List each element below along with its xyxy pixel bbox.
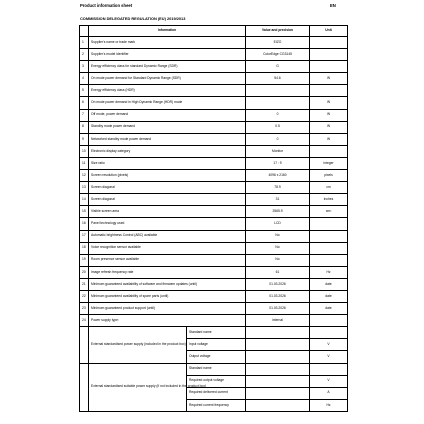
power-supply-unit bbox=[310, 363, 348, 375]
sheet-title: Product information sheet bbox=[80, 3, 133, 8]
row-unit: W bbox=[310, 97, 348, 109]
power-supply-value bbox=[246, 399, 310, 411]
power-supply-unit: V bbox=[310, 351, 348, 363]
table-row bbox=[80, 109, 348, 121]
row-unit: inches bbox=[310, 194, 348, 206]
table-row bbox=[80, 266, 348, 278]
row-label: Image refresh frequency rate bbox=[89, 266, 246, 278]
row-label: Standby mode power demand bbox=[89, 121, 246, 133]
row-number: 8 bbox=[80, 121, 89, 133]
row-unit bbox=[310, 218, 348, 230]
row-label: On mode power demand for Standard Dynamic Range (SDR) bbox=[89, 73, 246, 85]
row-number: 1 bbox=[80, 37, 89, 49]
row-unit: W bbox=[310, 109, 348, 121]
table-row bbox=[80, 170, 348, 182]
row-label: Room presence sensor available bbox=[89, 254, 246, 266]
row-label: Voice recognition sensor available bbox=[89, 242, 246, 254]
power-supply-unit bbox=[310, 327, 348, 339]
row-unit bbox=[310, 145, 348, 157]
row-label: Energy efficiency class (HDR) bbox=[89, 85, 246, 97]
row-unit: cm² bbox=[310, 206, 348, 218]
power-supply-field: Output voltage bbox=[187, 351, 246, 363]
row-number: 17 bbox=[80, 230, 89, 242]
row-number: 24 bbox=[80, 315, 89, 327]
row-value bbox=[246, 97, 310, 109]
table-row bbox=[80, 97, 348, 109]
table-row bbox=[80, 145, 348, 157]
row-label: Minimum guaranteed product support (until) bbox=[89, 303, 246, 315]
row-label: Screen diagonal bbox=[89, 182, 246, 194]
row-unit bbox=[310, 315, 348, 327]
row-label: Size ratio bbox=[89, 157, 246, 169]
row-label: Supplier's model identifier bbox=[89, 49, 246, 61]
power-supply-value bbox=[246, 375, 310, 387]
row-value: 01.03.2026 bbox=[246, 303, 310, 315]
table-row bbox=[80, 194, 348, 206]
row-unit bbox=[310, 49, 348, 61]
row-value: 2565.9 bbox=[246, 206, 310, 218]
row-value: internal bbox=[246, 315, 310, 327]
power-supply-unit: V bbox=[310, 375, 348, 387]
row-unit bbox=[310, 61, 348, 73]
row-unit: W bbox=[310, 133, 348, 145]
row-unit: pixels bbox=[310, 170, 348, 182]
power-supply-label: External standardised power supply (included in the product box) bbox=[89, 327, 187, 363]
row-number: 4 bbox=[80, 73, 89, 85]
row-number: 15 bbox=[80, 206, 89, 218]
power-supply-value bbox=[246, 387, 310, 399]
row-label: Automatic brightness Control (ABC) available bbox=[89, 230, 246, 242]
table-row bbox=[80, 121, 348, 133]
regulation-title: COMMISSION DELEGATED REGULATION (EU) 2019/2013 bbox=[80, 16, 186, 21]
row-number: 19 bbox=[80, 254, 89, 266]
row-label: Screen resolution (pixels) bbox=[89, 170, 246, 182]
table-row bbox=[80, 278, 348, 290]
power-supply-subrow bbox=[80, 327, 348, 339]
table-row bbox=[80, 242, 348, 254]
table-row bbox=[80, 206, 348, 218]
row-label: Electronic display category bbox=[89, 145, 246, 157]
row-value: Monitor bbox=[246, 145, 310, 157]
row-value bbox=[246, 85, 310, 97]
header-unit: Unit bbox=[310, 26, 348, 37]
row-unit bbox=[310, 254, 348, 266]
row-number: 14 bbox=[80, 194, 89, 206]
header-value: Value and precision bbox=[246, 26, 310, 37]
table-row bbox=[80, 315, 348, 327]
row-label: Supplier's name or trade mark bbox=[89, 37, 246, 49]
row-value: G bbox=[246, 61, 310, 73]
table-row bbox=[80, 49, 348, 61]
row-value: 17 : 9 bbox=[246, 157, 310, 169]
row-value: 61 bbox=[246, 266, 310, 278]
table-row bbox=[80, 254, 348, 266]
table-row bbox=[80, 37, 348, 49]
product-info-table bbox=[79, 25, 348, 412]
row-number bbox=[80, 327, 89, 363]
row-number: 10 bbox=[80, 145, 89, 157]
power-supply-subrow bbox=[80, 363, 348, 375]
table-row bbox=[80, 218, 348, 230]
table-row bbox=[80, 303, 348, 315]
row-number: 9 bbox=[80, 133, 89, 145]
table-row bbox=[80, 290, 348, 302]
power-supply-field: Required current frequency bbox=[187, 399, 246, 411]
row-number: 20 bbox=[80, 266, 89, 278]
row-value: LCD bbox=[246, 218, 310, 230]
power-supply-label: External standardised suitable power supply (if not included in the product box) bbox=[89, 363, 187, 411]
row-number: 3 bbox=[80, 61, 89, 73]
row-unit: date bbox=[310, 290, 348, 302]
row-number: 5 bbox=[80, 85, 89, 97]
row-unit bbox=[310, 85, 348, 97]
row-value: 01.03.2026 bbox=[246, 278, 310, 290]
row-unit: cm bbox=[310, 182, 348, 194]
table-row bbox=[80, 133, 348, 145]
row-number: 23 bbox=[80, 303, 89, 315]
table-row bbox=[80, 73, 348, 85]
row-number: 2 bbox=[80, 49, 89, 61]
power-supply-field: Standard name bbox=[187, 363, 246, 375]
table-row bbox=[80, 182, 348, 194]
row-value: No bbox=[246, 254, 310, 266]
row-number: 7 bbox=[80, 109, 89, 121]
table-header-row bbox=[80, 26, 348, 37]
row-label: Panel technology used bbox=[89, 218, 246, 230]
row-value: No bbox=[246, 230, 310, 242]
header-number-cell bbox=[80, 26, 89, 37]
row-value: 01.03.2026 bbox=[246, 290, 310, 302]
row-label: Minimum guaranteed availability of spare parts (until) bbox=[89, 290, 246, 302]
power-supply-field: Required delivered current bbox=[187, 387, 246, 399]
row-label: Visible screen area bbox=[89, 206, 246, 218]
row-number bbox=[80, 363, 89, 411]
row-label: Off mode, power demand bbox=[89, 109, 246, 121]
row-value: 4096 x 2160 bbox=[246, 170, 310, 182]
row-number: 22 bbox=[80, 290, 89, 302]
power-supply-field: Input voltage bbox=[187, 339, 246, 351]
row-unit bbox=[310, 242, 348, 254]
power-supply-unit: A bbox=[310, 387, 348, 399]
row-number: 16 bbox=[80, 218, 89, 230]
row-unit bbox=[310, 230, 348, 242]
row-label: Networked standby mode power demand bbox=[89, 133, 246, 145]
row-label: Minimum guaranteed availability of software and firmware updates (until) bbox=[89, 278, 246, 290]
row-unit: Hz bbox=[310, 266, 348, 278]
power-supply-value bbox=[246, 363, 310, 375]
language-code: EN bbox=[330, 3, 336, 8]
row-unit: W bbox=[310, 121, 348, 133]
row-label: Energy efficiency class for standard Dynamic Range (SDR) bbox=[89, 61, 246, 73]
row-unit: W bbox=[310, 73, 348, 85]
power-supply-value bbox=[246, 351, 310, 363]
row-label: Power supply type: bbox=[89, 315, 246, 327]
power-supply-value bbox=[246, 339, 310, 351]
row-label: Screen diagonal bbox=[89, 194, 246, 206]
row-unit: date bbox=[310, 278, 348, 290]
table-row bbox=[80, 61, 348, 73]
row-number: 13 bbox=[80, 182, 89, 194]
row-unit bbox=[310, 37, 348, 49]
table-row bbox=[80, 157, 348, 169]
power-supply-value bbox=[246, 327, 310, 339]
row-value: EIZO bbox=[246, 37, 310, 49]
table-row bbox=[80, 230, 348, 242]
row-value: 0 bbox=[246, 133, 310, 145]
row-value: 78.9 bbox=[246, 182, 310, 194]
row-value: ColorEdge CG3145 bbox=[246, 49, 310, 61]
row-value: No bbox=[246, 242, 310, 254]
power-supply-field: Required output voltage bbox=[187, 375, 246, 387]
row-number: 12 bbox=[80, 170, 89, 182]
power-supply-unit: Hz bbox=[310, 399, 348, 411]
row-value: 0 bbox=[246, 109, 310, 121]
power-supply-unit: V bbox=[310, 339, 348, 351]
row-number: 21 bbox=[80, 278, 89, 290]
row-unit: integer bbox=[310, 157, 348, 169]
row-value: 0.5 bbox=[246, 121, 310, 133]
header-information: Information bbox=[89, 26, 246, 37]
row-unit: date bbox=[310, 303, 348, 315]
row-value: 54.6 bbox=[246, 73, 310, 85]
row-number: 11 bbox=[80, 157, 89, 169]
row-number: 18 bbox=[80, 242, 89, 254]
row-number: 6 bbox=[80, 97, 89, 109]
power-supply-field: Standard name bbox=[187, 327, 246, 339]
table-row bbox=[80, 85, 348, 97]
row-label: On mode power demand in High Dynamic Range (HDR) mode bbox=[89, 97, 246, 109]
row-value: 31 bbox=[246, 194, 310, 206]
